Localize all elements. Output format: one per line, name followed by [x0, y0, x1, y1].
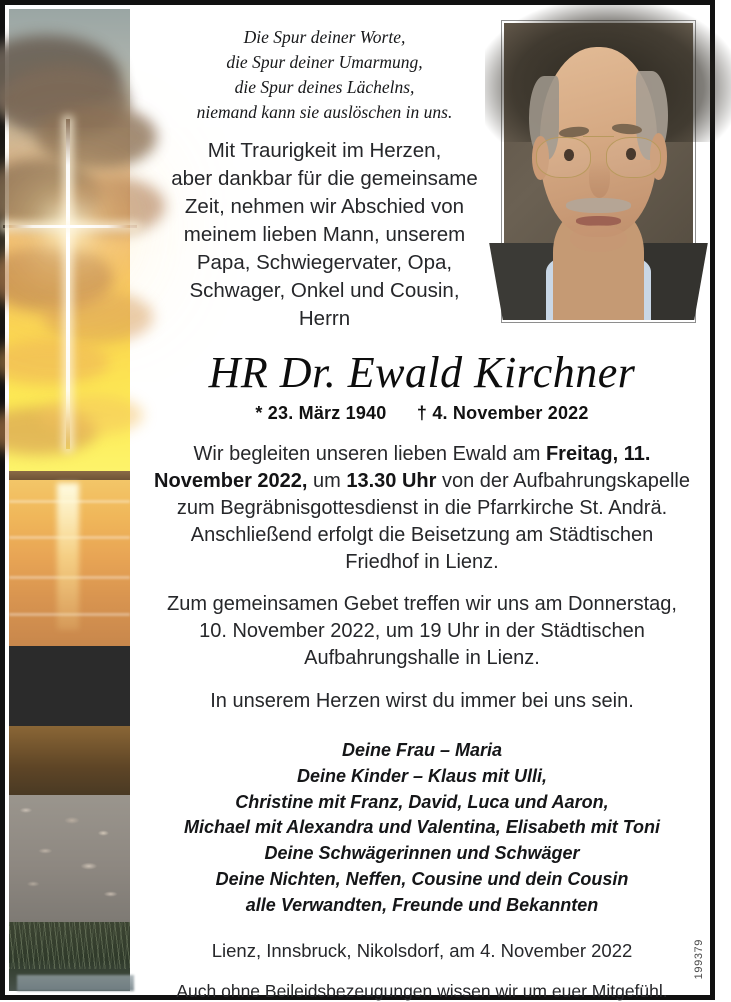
death-date: 4. November 2022	[432, 402, 589, 423]
family-line: alle Verwandten, Freunde und Bekannten	[245, 895, 599, 916]
lead-paragraph	[152, 124, 497, 332]
prayer-line: Zum gemeinsamen Gebet treffen wir uns	[167, 592, 530, 615]
lead-line: Herrn	[298, 306, 351, 330]
funeral-details	[152, 424, 692, 576]
funeral-time: 13.30 Uhr	[346, 469, 437, 492]
prayer-line: am Donnerstag, 10. November 2022, um 19 Uhr	[199, 592, 677, 642]
pebble-ground	[9, 795, 130, 923]
poem-line: niemand kann sie auslöschen in uns.	[196, 101, 453, 122]
funeral-line: die Pfarrkirche St. Andrä. Anschließend erfolgt die	[190, 496, 668, 546]
places-and-date: Lienz, Innsbruck, Nikolsdorf, am 4. November 2022	[211, 940, 633, 962]
family-line: Deine Kinder – Klaus mit Ulli,	[296, 765, 548, 786]
moustache	[566, 198, 630, 213]
sun-reflection	[57, 483, 79, 630]
sunset-cross-illustration	[9, 9, 130, 991]
water-puddle	[17, 975, 134, 991]
lead-line: Mit Traurigkeit im Herzen,	[207, 139, 442, 163]
marsh-grass-band	[9, 726, 130, 795]
family-line: Deine Frau – Maria	[341, 739, 503, 760]
reference-number: 199379	[693, 938, 705, 979]
funeral-line: Aufbahrungskapelle zum Begräbnisgottesdienst in	[176, 469, 690, 519]
lead-line: Schwager, Onkel und Cousin,	[189, 278, 460, 302]
lead-line: Papa, Schwiegervater, Opa,	[196, 250, 453, 274]
lead-line: meinem lieben Mann, unserem	[183, 223, 466, 246]
chin	[570, 225, 627, 252]
nose	[589, 160, 610, 199]
funeral-date: Freitag, 11. November 2022,	[154, 442, 651, 492]
notice-inner-frame	[5, 5, 710, 1002]
prayer-line: in der Städtischen Aufbahrungshalle in Lienz.	[304, 619, 645, 669]
funeral-rest: von der	[436, 469, 509, 492]
birth-date: 23. März 1940	[267, 402, 387, 423]
birth-death-dates	[152, 396, 692, 424]
funeral-mid: um	[307, 469, 347, 492]
eyeglass-lens-left	[536, 137, 590, 178]
lead-line: Zeit, nehmen wir Abschied von	[184, 195, 465, 219]
death-symbol: †	[416, 402, 428, 423]
closing-note: Auch ohne Beileidsbezeugungen wissen wir um euer Mitgefühl.	[176, 981, 668, 1002]
surviving-family	[152, 715, 692, 919]
reed-vegetation	[9, 922, 130, 991]
portrait-photo	[502, 21, 695, 322]
funeral-line: Beisetzung am Städtischen Friedhof in Lienz.	[345, 523, 654, 573]
deceased-name: HR Dr. Ewald Kirchner	[208, 347, 636, 397]
family-line: Deine Schwägerinnen und Schwäger	[264, 843, 580, 864]
prayer-gathering	[152, 576, 692, 672]
lead-line: aber dankbar für die gemeinsame	[171, 167, 478, 191]
cloud-shape	[39, 395, 143, 435]
birth-symbol: *	[255, 402, 263, 423]
poem-line: die Spur deiner Umarmung,	[226, 51, 423, 72]
eyeglass-bridge	[583, 136, 613, 138]
remembrance-line: In unserem Herzen wirst du immer bei uns sein.	[210, 689, 634, 712]
memorial-poem	[152, 9, 497, 124]
family-line: Christine mit Franz, David, Luca und Aaron,	[235, 791, 609, 812]
poem-line: die Spur deines Lächelns,	[234, 76, 415, 97]
horizon-line	[9, 471, 130, 480]
family-line: Deine Nichten, Neffen, Cousine und dein Cousin	[215, 869, 629, 890]
poem-line: Die Spur deiner Worte,	[243, 27, 406, 47]
funeral-intro: Wir begleiten unseren lieben Ewald am	[193, 442, 541, 465]
eyeglass-lens-right	[606, 137, 660, 178]
family-line: Michael mit Alexandra und Valentina, Elisabeth mit Toni	[183, 817, 661, 838]
notice-content	[130, 9, 706, 1002]
